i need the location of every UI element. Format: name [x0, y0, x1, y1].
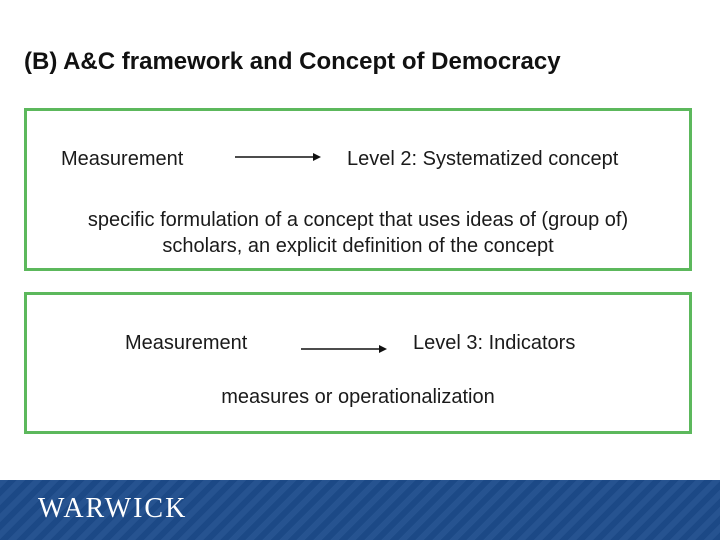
indicators-description: measures or operationalization: [221, 386, 495, 408]
warwick-logo: WARWICK: [38, 493, 188, 524]
level-3-label: Level 3: Indicators: [413, 332, 576, 354]
indicators-box: [24, 292, 692, 434]
right-arrow-icon: [235, 150, 321, 164]
footer-bar: [0, 480, 720, 540]
systematized-concept-box: [24, 108, 692, 271]
level-2-label: Level 2: Systematized concept: [347, 148, 619, 170]
right-arrow-icon: [301, 342, 387, 356]
description-line-2: scholars, an explicit definition of the concept: [162, 235, 554, 257]
measurement-label: Measurement: [61, 148, 184, 170]
slide-title: (B) A&C framework and Concept of Democracy: [24, 48, 561, 75]
measurement-label: Measurement: [125, 332, 248, 354]
description-line-1: specific formulation of a concept that uses ideas of (group of): [87, 209, 629, 231]
